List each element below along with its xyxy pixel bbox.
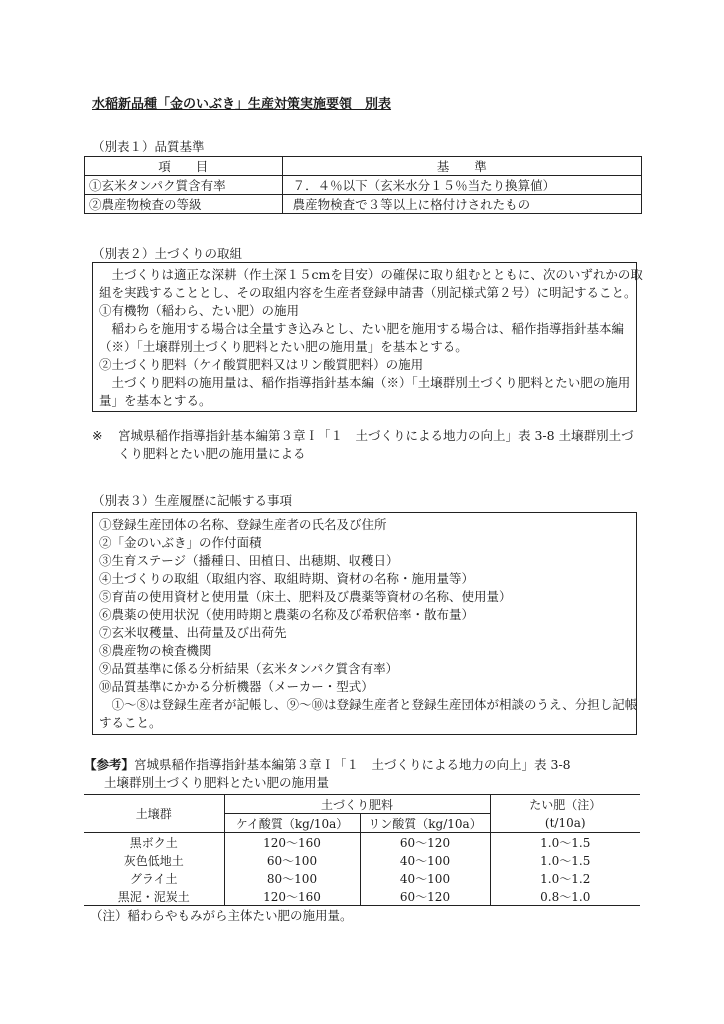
box2-line: 稲わらを施用する場合は全量すき込みとし、たい肥を施用する場合は、稲作指導指針基本編 (99, 321, 625, 336)
table-cell: 農産物検査で３等以上に格付けされたもの (282, 195, 641, 214)
box3-line: ④土づくりの取組（取組内容、取組時期、資材の名称・施用量等） (99, 571, 475, 586)
box3-line: ②「金のいぶき」の作付面積 (99, 535, 262, 550)
reference-note: （注）稲わらやもみがら主体たい肥の施用量。 (90, 908, 353, 923)
col-soil-header: 土壌群 (84, 795, 224, 833)
box3-line: ①登録生産団体の名称、登録生産者の氏名及び住所 (99, 517, 387, 532)
soil-improvement-box (92, 262, 643, 412)
table-cell: 60～100 (224, 851, 360, 869)
table-header-cell: 基 準 (282, 157, 641, 176)
table-row (84, 851, 640, 869)
box3-line: ③生育ステージ（播種日、田植日、出穂期、収穫日） (99, 553, 399, 568)
fertilizer-table (84, 794, 640, 906)
table-cell: 40～100 (360, 851, 490, 869)
table-row (85, 176, 642, 195)
production-record-box (92, 512, 637, 735)
col-taihi-header: たい肥（注） (490, 795, 640, 814)
table-header-row (85, 157, 642, 176)
note-line: くり肥料とたい肥の施用量による (118, 446, 306, 461)
box2-line: 量」を基本とする。 (99, 393, 212, 408)
reference-heading-text: 宮城県稲作指導指針基本編第３章Ｉ「１ 土づくりによる地力の向上」表 3-8 (134, 757, 571, 772)
table-cell: 灰色低地土 (123, 853, 184, 868)
reference-subheading: 土壌群別土づくり肥料とたい肥の施用量 (104, 775, 330, 790)
table-cell: 60～120 (360, 887, 490, 906)
table-row (84, 833, 640, 852)
note-line: 宮城県稲作指導指針基本編第３章Ｉ「１ 土づくりによる地力の向上」表 3-8 土壌群別土づ (118, 428, 634, 443)
box2-line: （※）「土壌群別土づくり肥料とたい肥の施用量」を基本とする。 (99, 339, 468, 354)
table-cell: ②農産物検査の等級 (85, 195, 283, 214)
col-group-header: 土づくり肥料 (224, 795, 490, 814)
table-cell: 1.0～1.2 (490, 869, 640, 887)
page-title: 水稲新品種「金のいぶき」生産対策実施要領 別表 (92, 97, 392, 112)
reference-tag: 【参考】 (84, 757, 135, 772)
box2-line: 組を実践することとし、その取組内容を生産者登録申請書（別記様式第２号）に明記すること。 (99, 285, 637, 300)
box2-line: 土づくりは適正な深耕（作土深１５cmを目安）の確保に取り組むとともに、次のいずれかの取 (99, 267, 643, 282)
table-cell: 60～120 (360, 833, 490, 852)
col-rin-header: リン酸質（kg/10a） (360, 814, 490, 833)
box3-line: すること。 (99, 715, 162, 730)
table-row (85, 195, 642, 214)
box3-caption: （別表３）生産履歴に記帳する事項 (92, 493, 293, 508)
table1-caption: （別表１）品質基準 (92, 139, 205, 154)
box3-line: ⑧農産物の検査機関 (99, 643, 212, 658)
note-mark: ※ (92, 428, 103, 443)
table-cell: 1.0～1.5 (490, 851, 640, 869)
table-cell: グライ土 (129, 871, 178, 886)
table-cell: 120～160 (224, 833, 360, 852)
reference-heading (84, 755, 571, 774)
quality-standard-table (84, 156, 642, 214)
table-row (84, 887, 640, 906)
box3-line: ⑦玄米収穫量、出荷量及び出荷先 (99, 625, 287, 640)
table-cell: 120～160 (224, 887, 360, 906)
box2-line: ①有機物（稲わら、たい肥）の施用 (99, 303, 300, 318)
box2-line: ②土づくり肥料（ケイ酸質肥料又はリン酸質肥料）の施用 (99, 357, 424, 372)
table-cell: 40～100 (360, 869, 490, 887)
table-cell: ７．４％以下（玄米水分１５％当たり換算値） (282, 176, 641, 195)
box3-line: ①～⑧は登録生産者が記帳し、⑨～⑩は登録生産者と登録生産団体が相談のうえ、分担し記帳 (99, 697, 638, 712)
box2-line: 土づくり肥料の施用量は、稲作指導指針基本編（※）「土壌群別土づくり肥料とたい肥の施用 (99, 375, 631, 390)
table-cell: 黒泥・泥炭土 (84, 887, 224, 906)
box3-line: ⑩品質基準にかかる分析機器（メーカー・型式） (99, 679, 374, 694)
box3-line: ⑤育苗の使用資材と使用量（床土、肥料及び農薬等資材の名称、使用量） (99, 589, 512, 604)
table-header-cell: 項 目 (85, 157, 283, 176)
col-kei-header: ケイ酸質（kg/10a） (224, 814, 360, 833)
table-cell: 80～100 (224, 869, 360, 887)
col-taihi-unit: (t/10a) (490, 814, 640, 833)
table-cell: 1.0～1.5 (490, 833, 640, 852)
table-cell: 0.8～1.0 (490, 887, 640, 906)
table-row (84, 869, 640, 887)
box3-line: ⑥農薬の使用状況（使用時期と農薬の名称及び希釈倍率・散布量） (99, 607, 475, 622)
box2-caption: （別表２）土づくりの取組 (92, 246, 243, 261)
table-cell: ①玄米タンパク質含有率 (85, 176, 283, 195)
box3-line: ⑨品質基準に係る分析結果（玄米タンパク質含有率） (99, 661, 399, 676)
table-cell: 黒ボク土 (84, 833, 224, 852)
